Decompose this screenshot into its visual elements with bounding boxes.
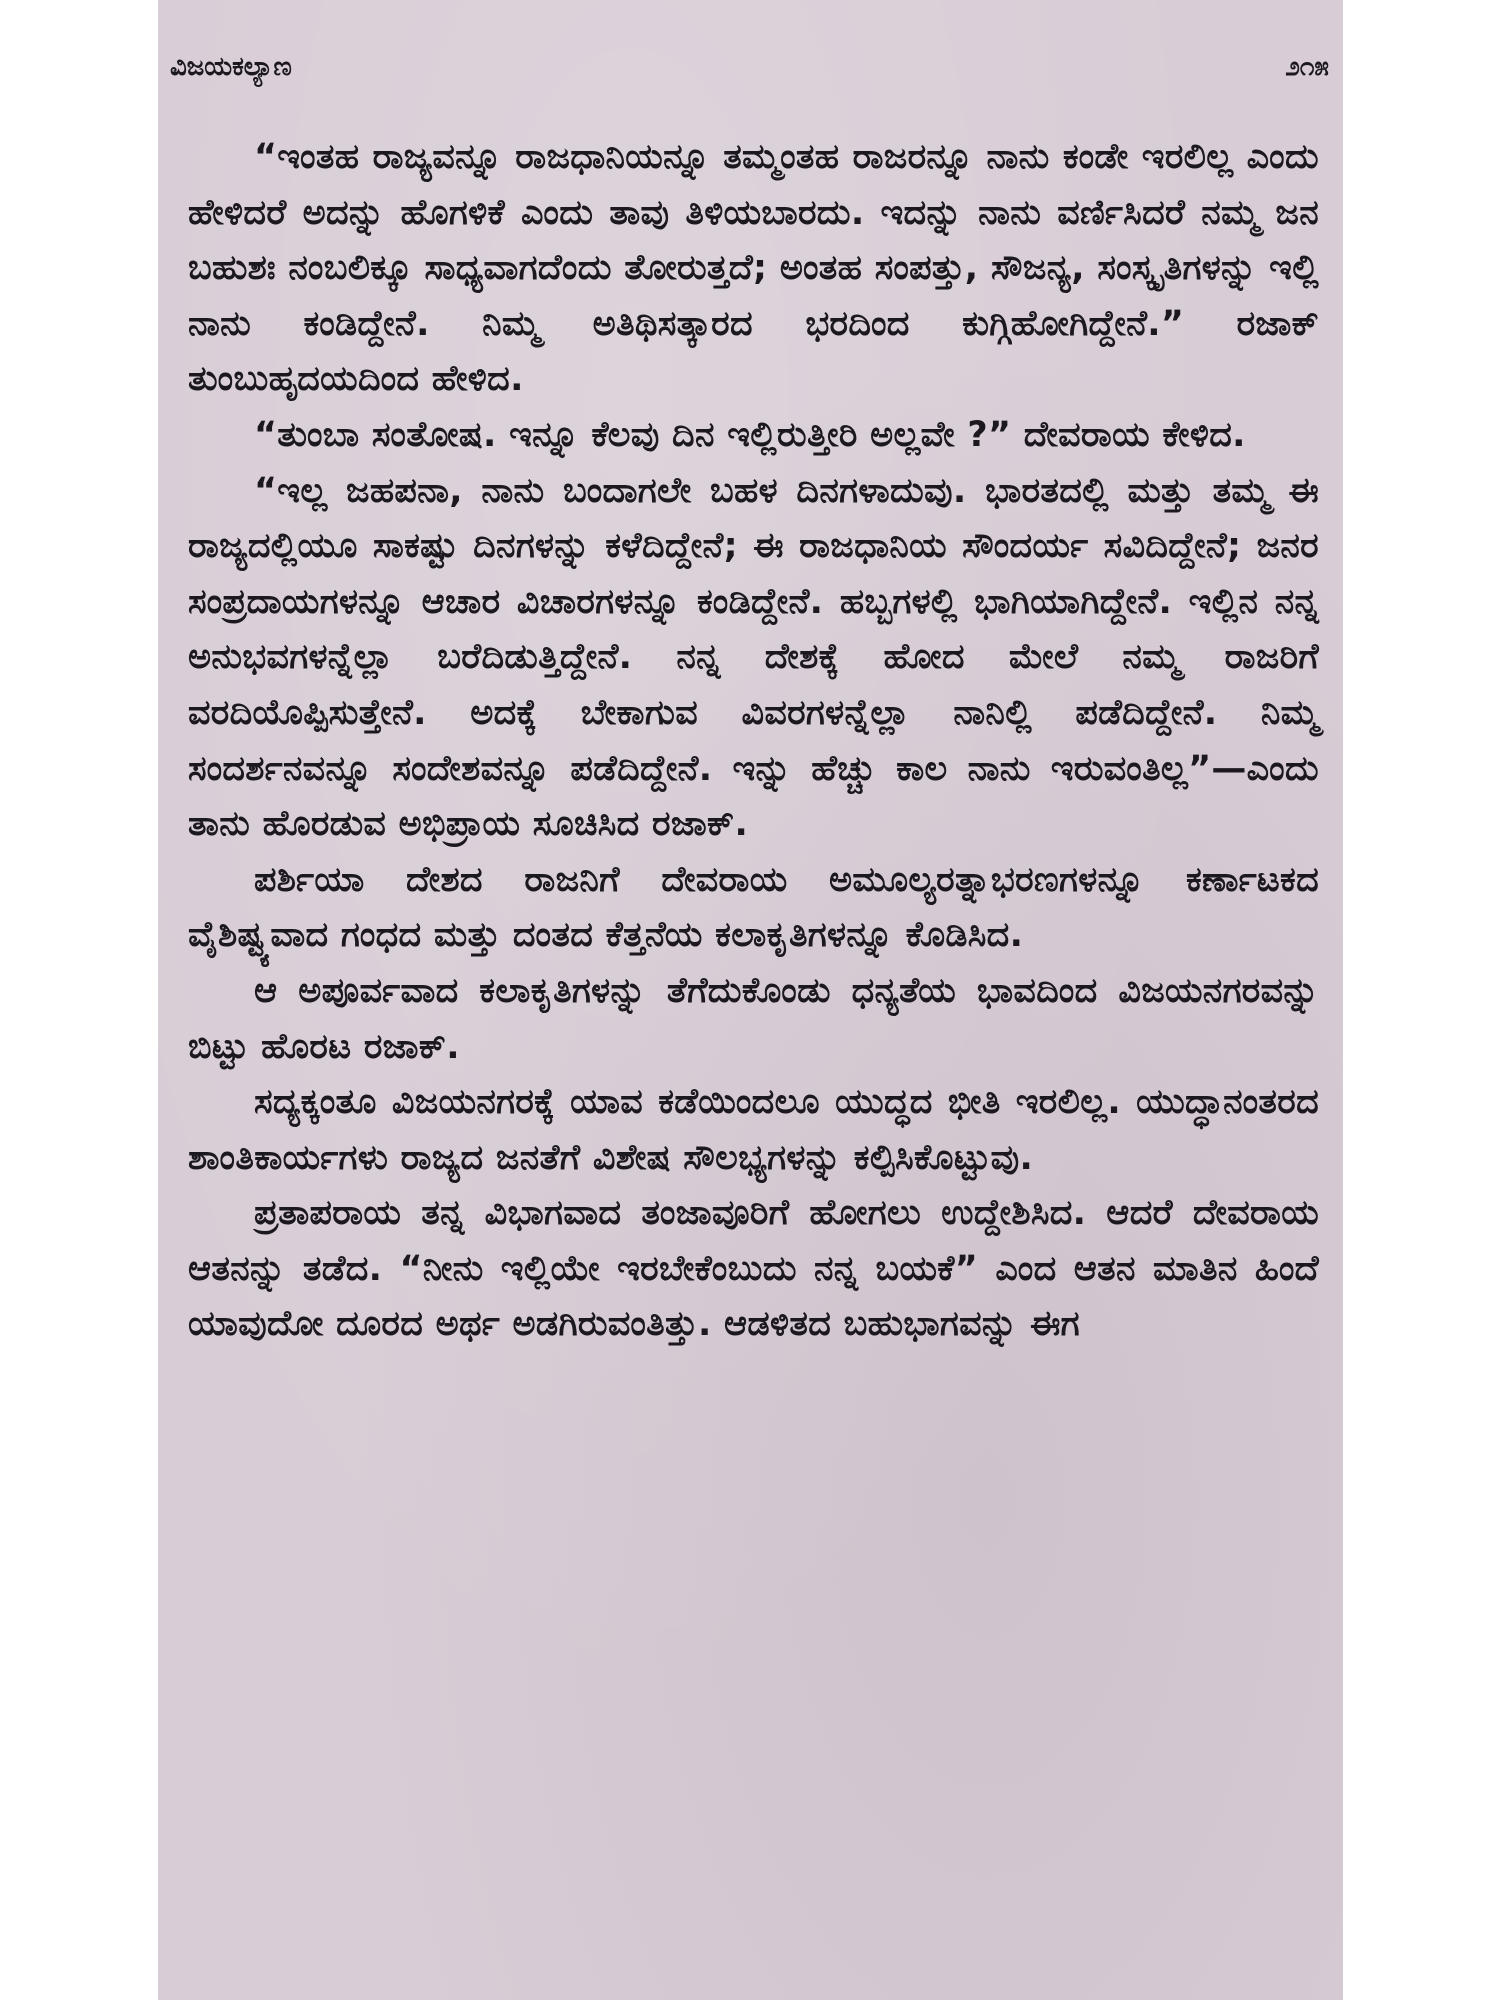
page-number: ೨೧೫ [1285,52,1329,82]
paragraph: “ಇಲ್ಲ ಜಹಪನಾ, ನಾನು ಬಂದಾಗಲೇ ಬಹಳ ದಿನಗಳಾದುವು. ಭಾರತದಲ್ಲಿ ಮತ್ತು ತಮ್ಮ ಈ ರಾಜ್ಯದಲ್ಲಿಯೂ ಸಾಕಷ್ಟು ದಿನಗಳನ್ನು ಕಳೆದಿದ್ದೇನೆ; ಈ ರಾಜಧಾನಿಯ ಸೌಂದರ್ಯ ಸವಿದಿದ್ದೇನೆ; ಜನರ ಸಂಪ್ರದಾಯಗಳನ್ನೂ ಆಚಾರ ವಿಚಾರಗಳನ್ನೂ ಕಂಡಿದ್ದೇನೆ. ಹಬ್ಬಗಳಲ್ಲಿ ಭಾಗಿಯಾಗಿದ್ದೇನೆ. ಇಲ್ಲಿನ ನನ್ನ ಅನುಭವಗಳನ್ನೆಲ್ಲಾ ಬರೆದಿಡುತ್ತಿದ್ದೇನೆ. ನನ್ನ ದೇಶಕ್ಕೆ ಹೋದ ಮೇಲೆ ನಮ್ಮ ರಾಜರಿಗೆ ವರದಿಯೊಪ್ಪಿಸುತ್ತೇನೆ. ಅದಕ್ಕೆ ಬೇಕಾಗುವ ವಿವರಗಳನ್ನೆಲ್ಲಾ ನಾನಿಲ್ಲಿ ಪಡೆದಿದ್ದೇನೆ. ನಿಮ್ಮ ಸಂದರ್ಶನವನ್ನೂ ಸಂದೇಶವನ್ನೂ ಪಡೆದಿದ್ದೇನೆ. ಇನ್ನು ಹೆಚ್ಚು ಕಾಲ ನಾನು ಇರುವಂತಿಲ್ಲ”—ಎಂದು ತಾನು ಹೊರಡುವ ಅಭಿಪ್ರಾಯ ಸೂಚಿಸಿದ ರಜಾಕ್. [188,470,1319,845]
paragraph: ಸದ್ಯಕ್ಕಂತೂ ವಿಜಯನಗರಕ್ಕೆ ಯಾವ ಕಡೆಯಿಂದಲೂ ಯುದ್ಧದ ಭೀತಿ ಇರಲಿಲ್ಲ. ಯುದ್ಧಾನಂತರದ ಶಾಂತಿಕಾರ್ಯಗಳು ರಾಜ್ಯದ ಜನತೆಗೆ ವಿಶೇಷ ಸೌಲಭ್ಯಗಳನ್ನು ಕಲ್ಪಿಸಿಕೊಟ್ಟುವು. [188,1082,1319,1178]
running-header [170,52,1329,92]
paragraph: “ತುಂಬಾ ಸಂತೋಷ. ಇನ್ನೂ ಕೆಲವು ದಿನ ಇಲ್ಲಿರುತ್ತೀರಿ ಅಲ್ಲವೇ ?” ದೇವರಾಯ ಕೇಳಿದ. [254,414,1246,455]
paragraph: ಪರ್ಶಿಯಾ ದೇಶದ ರಾಜನಿಗೆ ದೇವರಾಯ ಅಮೂಲ್ಯರತ್ನಾಭರಣಗಳನ್ನೂ ಕರ್ಣಾಟಕದ ವೈಶಿಷ್ಟ್ಯವಾದ ಗಂಧದ ಮತ್ತು ದಂತದ ಕೆತ್ತನೆಯ ಕಲಾಕೃತಿಗಳನ್ನೂ ಕೊಡಿಸಿದ. [188,859,1319,956]
paragraph: ಆ ಅಪೂರ್ವವಾದ ಕಲಾಕೃತಿಗಳನ್ನು ತೆಗೆದುಕೊಂಡು ಧನ್ಯತೆಯ ಭಾವದಿಂದ ವಿಜಯನಗರವನ್ನು ಬಿಟ್ಟು ಹೊರಟ ರಜಾಕ್. [188,970,1319,1067]
book-title: ವಿಜಯಕಲ್ಯಾಣ [170,52,292,82]
paragraph: ಪ್ರತಾಪರಾಯ ತನ್ನ ವಿಭಾಗವಾದ ತಂಜಾವೂರಿಗೆ ಹೋಗಲು ಉದ್ದೇಶಿಸಿದ. ಆದರೆ ದೇವರಾಯ ಆತನನ್ನು ತಡೆದ. “ನೀನು ಇಲ್ಲಿಯೇ ಇರಬೇಕೆಂಬುದು ನನ್ನ ಬಯಕೆ” ಎಂದ ಆತನ ಮಾತಿನ ಹಿಂದೆ ಯಾವುದೋ ದೂರದ ಅರ್ಥ ಅಡಗಿರುವಂತಿತ್ತು. ಆಡಳಿತದ ಬಹುಭಾಗವನ್ನು ಈಗ [188,1193,1319,1345]
book-page [158,0,1343,2000]
paragraph: “ಇಂತಹ ರಾಜ್ಯವನ್ನೂ ರಾಜಧಾನಿಯನ್ನೂ ತಮ್ಮಂತಹ ರಾಜರನ್ನೂ ನಾನು ಕಂಡೇ ಇರಲಿಲ್ಲ ಎಂದು ಹೇಳಿದರೆ ಅದನ್ನು ಹೊಗಳಿಕೆ ಎಂದು ತಾವು ತಿಳಿಯಬಾರದು. ಇದನ್ನು ನಾನು ವರ್ಣಿಸಿದರೆ ನಮ್ಮ ಜನ ಬಹುಶಃ ನಂಬಲಿಕ್ಕೂ ಸಾಧ್ಯವಾಗದೆಂದು ತೋರುತ್ತದೆ; ಅಂತಹ ಸಂಪತ್ತು, ಸೌಜನ್ಯ, ಸಂಸ್ಕೃತಿಗಳನ್ನು ಇಲ್ಲಿ ನಾನು ಕಂಡಿದ್ದೇನೆ. ನಿಮ್ಮ ಅತಿಥಿಸತ್ಕಾರದ ಭರದಿಂದ ಕುಗ್ಗಿಹೋಗಿದ್ದೇನೆ.” ರಜಾಕ್ ತುಂಬುಹೃದಯದಿಂದ ಹೇಳಿದ. [188,137,1319,400]
page-body [188,130,1319,1353]
